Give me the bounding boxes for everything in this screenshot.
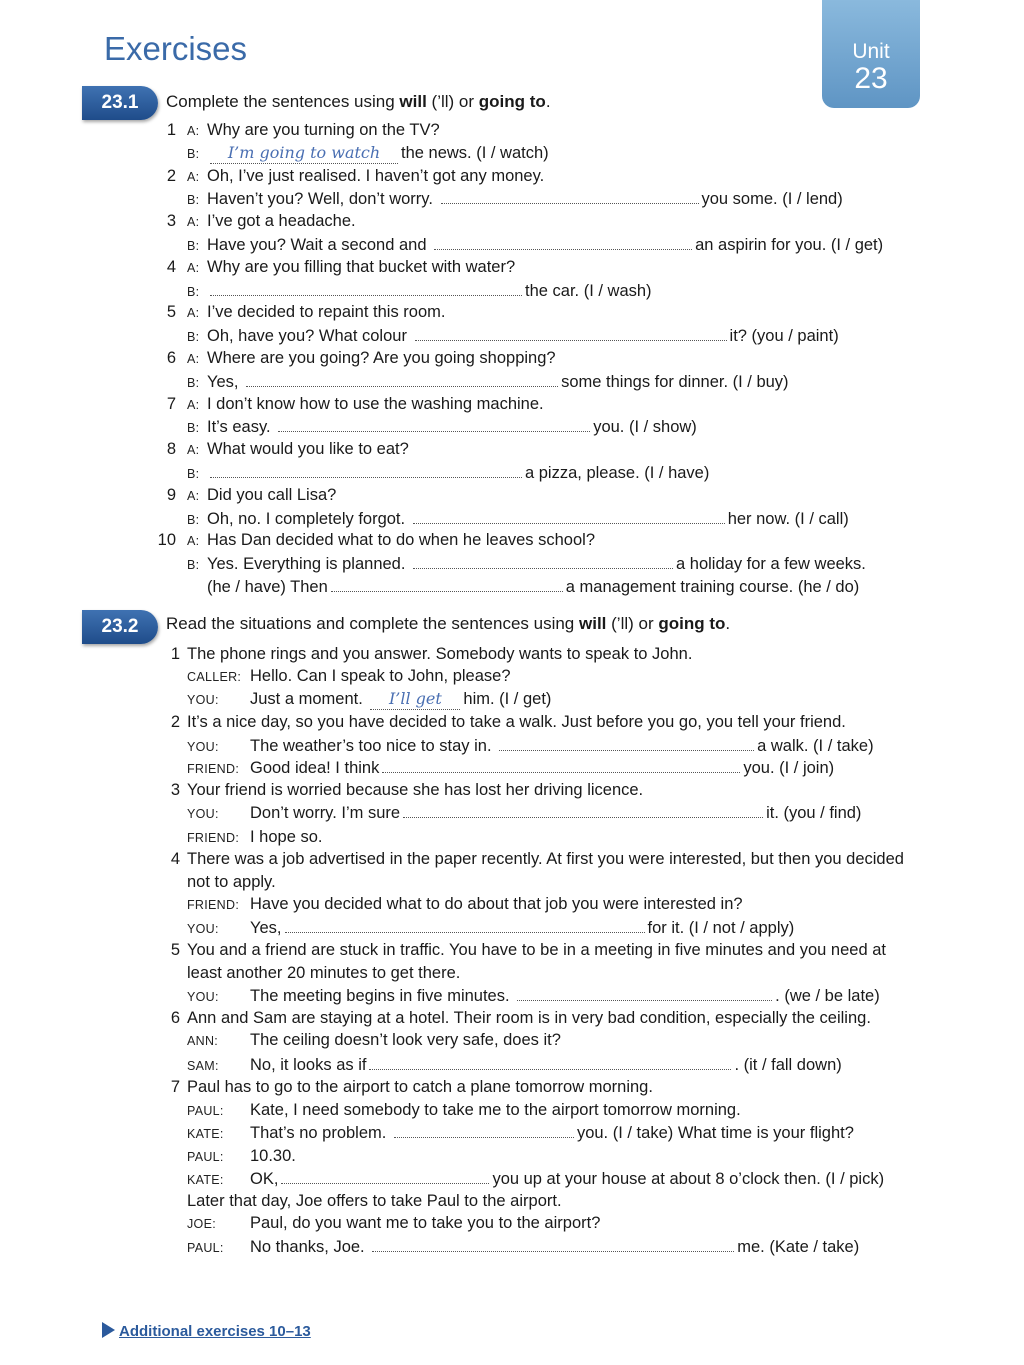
dialogue-line (187, 758, 834, 778)
speaker-label: B: (187, 467, 200, 481)
speaker-label: B: (187, 239, 200, 253)
item-number: 4 (166, 257, 176, 276)
dialogue-text: It’s easy. (207, 418, 271, 437)
unit-number: 23 (854, 62, 888, 95)
dialogue-text: you. (I / take) What time is your flight? (576, 1124, 854, 1142)
item-number: 5 (166, 303, 176, 322)
answer-blank[interactable] (285, 918, 645, 933)
item-b-line (187, 509, 849, 529)
answer-blank[interactable] (372, 1237, 734, 1252)
item-number: 6 (170, 1009, 180, 1027)
dialogue-text: you. (I / show) (593, 418, 697, 437)
footer-link-text[interactable]: Additional exercises 10–13 (119, 1323, 311, 1340)
situation-4 (160, 850, 904, 869)
instruction-text: (’ll) or (606, 614, 659, 633)
dialogue-text: it? (you / paint) (729, 327, 839, 346)
speaker-label: A: (187, 534, 200, 549)
item-number: 3 (170, 781, 180, 799)
situation-text-cont: not to apply. (187, 873, 276, 891)
dialogue-text: (he / have) Then (207, 578, 328, 596)
speaker-label: B: (187, 512, 200, 527)
dialogue-text: Yes, (250, 919, 282, 937)
dialogue-text: The ceiling doesn’t look very safe, does it? (250, 1031, 561, 1049)
speaker-label: FRIEND: (187, 762, 240, 776)
speaker-label: YOU: (187, 922, 219, 936)
dialogue-text: Where are you going? Are you going shopping? (207, 349, 556, 367)
dialogue-text: OK, (250, 1170, 279, 1188)
item-a-line (156, 486, 336, 505)
answer-blank[interactable] (415, 326, 727, 341)
item-a-line (156, 531, 595, 550)
answer-blank[interactable]: I’m going to watch (210, 145, 398, 164)
instruction-text: . (725, 614, 731, 633)
instruction-keyword: will (579, 614, 607, 633)
instruction-keyword: going to (478, 92, 546, 111)
situation-text: Your friend is worried because she has lost her driving licence. (187, 781, 644, 799)
situation-text: Ann and Sam are staying at a hotel. Their room is in very bad condition, especially the ceiling. (187, 1009, 871, 1027)
situation-6 (160, 1009, 871, 1028)
dialogue-text: Why are you turning on the TV? (207, 121, 440, 139)
situation-7 (160, 1078, 653, 1097)
unit-tab (822, 0, 920, 108)
speaker-label: A: (187, 124, 200, 138)
dialogue-text: Yes. Everything is planned. (207, 555, 406, 574)
dialogue-text: an aspirin for you. (I / get) (695, 236, 884, 254)
item-b-line-cont (207, 577, 859, 597)
speaker-label: YOU: (187, 693, 219, 707)
arrow-right-icon (102, 1322, 115, 1338)
speaker-label: YOU: (187, 990, 219, 1004)
item-number: 6 (166, 349, 176, 367)
situation-text: There was a job advertised in the paper recently. At first you were interested, but then you decided (187, 850, 904, 868)
item-number: 3 (166, 212, 176, 231)
dialogue-text: Yes, (207, 372, 239, 391)
dialogue-text: Have you decided what to do about that job you were interested in? (250, 895, 743, 913)
item-number: 9 (166, 485, 176, 504)
dialogue-text: Has Dan decided what to do when he leaves school? (207, 531, 595, 550)
speaker-label: A: (187, 306, 200, 321)
dialogue-line (187, 1055, 842, 1075)
dialogue-text: Oh, have you? What colour (207, 327, 407, 346)
speaker-label: A: (187, 352, 200, 366)
item-a-line (156, 440, 409, 459)
item-a-line (156, 303, 445, 322)
item-a-line (156, 258, 515, 277)
instruction-text: . (545, 92, 551, 111)
exercise-1-instruction (166, 92, 551, 112)
item-a-line (156, 121, 440, 140)
item-b-line (187, 554, 866, 574)
speaker-label: B: (187, 284, 200, 299)
dialogue-text: some things for dinner. (I / buy) (561, 372, 789, 391)
dialogue-line (187, 895, 743, 914)
item-number: 2 (170, 713, 180, 731)
answer-blank[interactable] (331, 577, 563, 592)
speaker-label: B: (187, 375, 200, 390)
dialogue-line (187, 828, 322, 847)
dialogue-text: her now. (I / call) (727, 509, 849, 528)
item-b-line (187, 372, 789, 392)
item-number: 8 (166, 440, 176, 459)
dialogue-text: Paul, do you want me to take you to the airport? (250, 1214, 601, 1232)
situation-text: You and a friend are stuck in traffic. You have to be in a meeting in five minutes and you need at (187, 941, 886, 959)
dialogue-text: No thanks, Joe. (250, 1238, 365, 1256)
exercise-badge-23-1: 23.1 (82, 86, 158, 120)
item-b-line (187, 326, 839, 346)
dialogue-text: Oh, no. I completely forgot. (207, 509, 406, 528)
dialogue-line (187, 1169, 884, 1189)
situation-2 (160, 713, 846, 732)
situation-text: The phone rings and you answer. Somebody wants to speak to John. (187, 645, 693, 663)
item-number: 7 (170, 1078, 180, 1096)
speaker-label: FRIEND: (187, 898, 240, 912)
item-b-line (187, 144, 549, 164)
dialogue-line (187, 1101, 741, 1120)
answer-blank[interactable] (413, 554, 673, 569)
speaker-label: A: (187, 443, 200, 458)
dialogue-text: a walk. (I / take) (757, 737, 874, 755)
dialogue-text: for it. (I / not / apply) (647, 919, 795, 937)
answer-blank[interactable] (281, 1169, 489, 1184)
dialogue-text: The weather’s too nice to stay in. (250, 737, 492, 755)
situation-1 (160, 645, 692, 664)
item-a-line (156, 167, 544, 186)
dialogue-text: The meeting begins in five minutes. (250, 987, 510, 1005)
dialogue-line (187, 1031, 561, 1050)
dialogue-line (187, 803, 861, 823)
speaker-label: CALLER: (187, 670, 242, 684)
dialogue-text: a pizza, please. (I / have) (525, 464, 710, 482)
dialogue-text: That’s no problem. (250, 1124, 387, 1142)
dialogue-text: you some. (I / lend) (701, 190, 843, 209)
answer-blank[interactable] (210, 463, 522, 478)
dialogue-text: Have you? Wait a second and (207, 236, 427, 254)
answer-blank[interactable] (517, 986, 772, 1001)
item-b-line (187, 281, 652, 301)
speaker-label: JOE: (187, 1217, 216, 1231)
dialogue-line (187, 1123, 854, 1143)
item-number: 4 (170, 850, 180, 868)
answer-blank[interactable]: I’ll get (370, 691, 460, 710)
speaker-label: PAUL: (187, 1104, 224, 1118)
answer-blank[interactable] (499, 736, 754, 751)
dialogue-text: I don’t know how to use the washing machine. (207, 394, 544, 413)
answer-blank[interactable] (246, 372, 558, 387)
dialogue-line (187, 667, 511, 686)
answer-blank[interactable] (434, 235, 692, 250)
answer-blank[interactable] (394, 1123, 574, 1138)
item-number: 7 (166, 394, 176, 413)
instruction-text: (’ll) or (426, 92, 479, 111)
dialogue-line (187, 1214, 600, 1233)
item-b-line (187, 189, 843, 209)
answer-blank[interactable] (403, 803, 763, 818)
dialogue-text: you. (I / join) (743, 759, 835, 777)
dialogue-text: me. (Kate / take) (737, 1238, 860, 1256)
dialogue-text: Kate, I need somebody to take me to the airport tomorrow morning. (250, 1101, 741, 1119)
dialogue-text: I’ve got a headache. (207, 212, 356, 231)
dialogue-line (187, 986, 880, 1006)
exercise-2-instruction (166, 614, 730, 634)
speaker-label: B: (187, 146, 200, 161)
dialogue-text: No, it looks as if (250, 1056, 367, 1074)
dialogue-text: the news. (I / watch) (401, 143, 549, 162)
answer-blank[interactable] (441, 189, 699, 204)
speaker-label: B: (187, 558, 200, 573)
instruction-text: Read the situations and complete the sentences using (166, 614, 579, 633)
speaker-label: YOU: (187, 740, 219, 754)
speaker-label: KATE: (187, 1127, 224, 1141)
dialogue-line (187, 1237, 859, 1257)
speaker-label: KATE: (187, 1173, 224, 1187)
dialogue-text: you up at your house at about 8 o’clock then. (I / pick) (492, 1170, 885, 1188)
speaker-label: ANN: (187, 1034, 219, 1048)
dialogue-text: the car. (I / wash) (525, 281, 652, 300)
dialogue-text: a holiday for a few weeks. (676, 555, 866, 574)
speaker-label: A: (187, 169, 200, 184)
situation-text-cont: Later that day, Joe offers to take Paul to the airport. (187, 1192, 562, 1210)
dialogue-text: . (we / be late) (775, 987, 880, 1005)
situation-text: Paul has to go to the airport to catch a plane tomorrow morning. (187, 1078, 653, 1096)
dialogue-line (187, 1147, 296, 1166)
item-number: 2 (166, 166, 176, 185)
dialogue-text: What would you like to eat? (207, 440, 409, 459)
speaker-label: FRIEND: (187, 831, 240, 845)
situation-3 (160, 781, 643, 800)
dialogue-text: I’ve decided to repaint this room. (207, 303, 446, 322)
additional-exercises-link[interactable] (102, 1322, 311, 1340)
item-a-line (156, 212, 356, 231)
item-b-line (187, 235, 883, 255)
dialogue-text: Oh, I’ve just realised. I haven’t got any money. (207, 166, 545, 185)
speaker-label: B: (187, 421, 200, 436)
dialogue-text: a management training course. (he / do) (565, 578, 860, 596)
dialogue-text: Haven’t you? Well, don’t worry. (207, 190, 433, 209)
speaker-label: B: (187, 193, 200, 208)
instruction-keyword: will (399, 92, 427, 111)
speaker-label: PAUL: (187, 1150, 224, 1164)
dialogue-line (187, 918, 794, 938)
situation-5 (160, 941, 886, 960)
dialogue-text: Don’t worry. I’m sure (250, 804, 401, 822)
dialogue-text: Did you call Lisa? (207, 485, 337, 504)
answer-blank[interactable] (382, 758, 740, 773)
item-a-line (156, 395, 544, 414)
speaker-label: PAUL: (187, 1241, 224, 1255)
page-title: Exercises (104, 30, 248, 67)
dialogue-text: Just a moment. (250, 690, 363, 708)
speaker-label: A: (187, 397, 200, 412)
dialogue-text: Hello. Can I speak to John, please? (250, 667, 511, 685)
dialogue-text: Why are you filling that bucket with water? (207, 257, 516, 276)
item-number: 1 (170, 645, 180, 663)
dialogue-text: . (it / fall down) (734, 1056, 842, 1074)
dialogue-line (187, 690, 551, 710)
situation-text-cont: least another 20 minutes to get there. (187, 964, 461, 982)
item-number: 10 (157, 531, 176, 550)
instruction-keyword: going to (658, 614, 726, 633)
speaker-label: A: (187, 488, 200, 503)
speaker-label: A: (187, 215, 200, 230)
answer-blank[interactable] (278, 417, 590, 432)
answer-blank[interactable] (413, 509, 725, 524)
answer-blank[interactable] (369, 1055, 731, 1070)
dialogue-text: Good idea! I think (250, 759, 380, 777)
dialogue-text: I hope so. (250, 828, 323, 846)
speaker-label: B: (187, 330, 200, 345)
exercise-badge-23-2: 23.2 (82, 610, 158, 644)
dialogue-text: him. (I / get) (463, 690, 552, 708)
item-number: 1 (166, 121, 176, 139)
dialogue-line (187, 736, 874, 756)
item-a-line (156, 349, 556, 368)
speaker-label: YOU: (187, 807, 219, 821)
item-b-line (187, 417, 697, 437)
speaker-label: A: (187, 260, 200, 275)
unit-label: Unit (852, 40, 890, 63)
item-number: 5 (170, 941, 180, 959)
answer-blank[interactable] (210, 281, 522, 296)
dialogue-text: 10.30. (250, 1147, 296, 1165)
instruction-text: Complete the sentences using (166, 92, 400, 111)
speaker-label: SAM: (187, 1059, 219, 1073)
situation-text: It’s a nice day, so you have decided to take a walk. Just before you go, you tell your friend. (187, 713, 846, 731)
dialogue-text: it. (you / find) (766, 804, 862, 822)
item-b-line (187, 463, 709, 483)
